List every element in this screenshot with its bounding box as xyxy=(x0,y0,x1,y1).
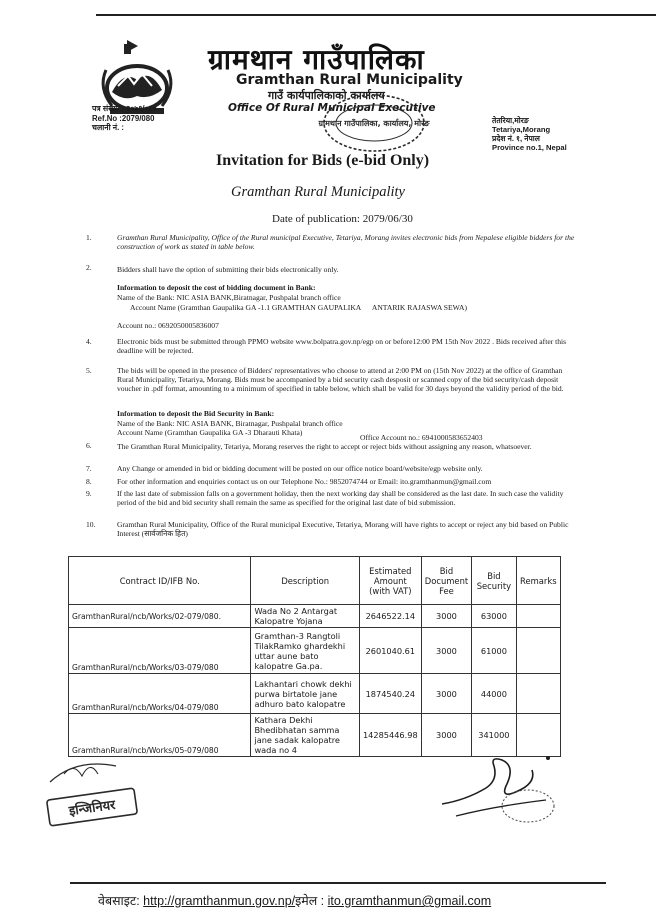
cell-contract-id: GramthanRural/ncb/Works/05-079/080 xyxy=(69,714,251,757)
header-estimated-amount: Estimated Amount (with VAT) xyxy=(359,557,421,605)
notice-subtitle: Gramthan Rural Municipality xyxy=(231,184,405,200)
table-row xyxy=(69,674,561,714)
ref-line: चलानी नं. : xyxy=(92,123,125,132)
ref-line: Ref.No :2079/080 xyxy=(92,113,155,123)
municipality-title-nepali: ग्रामथान गाउँपालिका xyxy=(208,43,425,76)
clause-text: The bids will be opened in the presence of Bidders' representatives who choose to attend at 2:00 PM on (15th Nov 2022) at the office of Gramthan Rural Municipality, Tetariya, Morang. Bids must be accompanied by a bid security cash desposit or scanned copy of the bid security/cash deposit voucher in .pdf format, amounting to a minimum of specified in table below, which shall be valid for 30 days beyond the validity period of the bid. xyxy=(117,366,564,394)
notice-title: Invitation for Bids (e-bid Only) xyxy=(216,152,430,169)
footer-email-label: इमेल : xyxy=(295,894,325,908)
top-rule xyxy=(96,14,656,16)
security-bank-name: Name of the Bank: NIC ASIA BANK, Biratnagar, Pushpalal branch office xyxy=(117,419,343,428)
cell-remarks xyxy=(516,628,560,674)
cell-remarks xyxy=(516,674,560,714)
table-row xyxy=(69,628,561,674)
cell-doc-fee: 3000 xyxy=(421,605,471,628)
clause-text: Gramthan Rural Municipality, Office of the Rural municipal Executive, Tetariya, Morang will have rights to accept or reject any bid based on Public Interest (सार्वजनिक हित) xyxy=(117,520,569,539)
header-document-fee: Bid Document Fee xyxy=(421,557,471,605)
clause-number: 9. xyxy=(86,489,92,498)
account-name: Account Name (Gramthan Gaupalika GA -1.1 GRAMTHAN GAUPALIKA ANTARIK RAJASWA SEWA) xyxy=(130,303,467,312)
cell-amount: 14285446.98 xyxy=(359,714,421,757)
bids-table xyxy=(68,556,561,757)
office-stamp-text: ग्रामथान गाउँपालिका, कार्यालय, मोरङ xyxy=(318,119,430,128)
engineer-stamp-text: इन्जिनियर xyxy=(68,797,117,820)
municipality-title-english: Gramthan Rural Municipality xyxy=(236,72,463,88)
cell-description: Lakhantari chowk dekhi purwa birtatole jane adhuro bato kalopatre xyxy=(251,674,359,714)
clause-number: 1. xyxy=(86,233,92,242)
province-nepali: प्रदेश नं. १, नेपाल xyxy=(492,134,540,143)
footer-contact xyxy=(98,892,491,909)
cell-security: 63000 xyxy=(472,605,516,628)
clause-text: If the last date of submission falls on a government holiday, then the next working day shall be considered as the last date. In such case the validity period of the bid and bid security shall remain the same as specified for the original last date of bid submission. xyxy=(117,489,564,508)
office-title-english: Office Of Rural Municipal Executive xyxy=(228,102,436,114)
cell-description: Gramthan-3 Rangtoli TilakRamko ghardekhi uttar aune bato kalopatre Ga.pa. xyxy=(251,628,359,674)
province-english: Province no.1, Nepal xyxy=(492,143,567,152)
clause-number: 5. xyxy=(86,366,92,375)
security-account-name: Account Name (Gramthan Gaupalika GA -3 Dharauti Khata) xyxy=(117,428,303,437)
clause-text: Electronic bids must be submitted through PPMO website www.bolpatra.gov.np/egp on or before12:00 PM 15th Nov 2022 . Bids received after this deadline will be rejected. xyxy=(117,337,567,356)
header-remarks: Remarks xyxy=(516,557,560,605)
clause-text: Bidders shall have the option of submitting their bids electronically only. xyxy=(117,265,339,274)
footer-rule xyxy=(70,882,606,884)
cell-amount: 2601040.61 xyxy=(359,628,421,674)
cell-security: 61000 xyxy=(472,628,516,674)
footer-website-link[interactable]: http://gramthanmun.gov.np/ xyxy=(143,894,296,908)
clause-text: For other information and enquiries contact us on our Telephone No.: 9852074744 or Email: ito.gramthanmun@gmail.com xyxy=(117,477,492,486)
address-english: Tetariya,Morang xyxy=(492,125,551,134)
header-description: Description xyxy=(251,557,359,605)
clause-number: 10. xyxy=(86,520,96,529)
ref-line: पत्र संख्या : २०७९/०८० xyxy=(92,104,157,113)
cell-doc-fee: 3000 xyxy=(421,628,471,674)
cell-contract-id: GramthanRural/ncb/Works/03-079/080 xyxy=(69,628,251,674)
cell-doc-fee: 3000 xyxy=(421,674,471,714)
office-title-nepali: गाउँ कार्यपालिकाको कार्यालय xyxy=(268,89,385,102)
ref-block xyxy=(92,104,157,133)
address-nepali: तेतरिया,मोरङ xyxy=(492,116,529,125)
cell-description: Wada No 2 Antargat Kalopatre Yojana xyxy=(251,605,359,628)
cell-amount: 2646522.14 xyxy=(359,605,421,628)
clause-number: 8. xyxy=(86,477,92,486)
cell-description: Kathara Dekhi Bhedibhatan samma jane sadak kalopatre wada no 4 xyxy=(251,714,359,757)
engineer-stamp xyxy=(36,752,146,832)
header-contract-id: Contract ID/IFB No. xyxy=(69,557,251,605)
footer-website-label: वेबसाइट: xyxy=(98,894,140,908)
cell-doc-fee: 3000 xyxy=(421,714,471,757)
clause-number: 4. xyxy=(86,337,92,346)
clause-number: 7. xyxy=(86,464,92,473)
cell-contract-id: GramthanRural/ncb/Works/02-079/080. xyxy=(69,605,251,628)
table-row xyxy=(69,605,561,628)
table-header-row xyxy=(69,557,561,605)
cell-security: 44000 xyxy=(472,674,516,714)
clause-number: 2. xyxy=(86,263,92,272)
clause-text: Gramthan Rural Municipality, Office of the Rural municipal Executive, Tetariya, Morang invites electronic bids from Nepalese eligible bidders for the construction of work as stated in table below. xyxy=(117,233,575,252)
address-block xyxy=(492,116,567,152)
security-account-number: Office Account no.: 6941000583652403 xyxy=(360,433,483,442)
cell-contract-id: GramthanRural/ncb/Works/04-079/080 xyxy=(69,674,251,714)
cell-security: 341000 xyxy=(472,714,516,757)
footer-email-link[interactable]: ito.gramthanmun@gmail.com xyxy=(327,894,492,908)
bank-info-heading: Information to deposit the cost of bidding document in Bank: xyxy=(117,283,316,292)
cell-remarks xyxy=(516,605,560,628)
header-bid-security: Bid Security xyxy=(472,557,516,605)
clause-text: Any Change or amended in bid or bidding document will be posted on our office notice board/website/egp website only. xyxy=(117,464,483,473)
signature-right xyxy=(436,744,566,834)
bank-name: Name of the Bank: NIC ASIA BANK,Biratnagar, Pushpalal branch office xyxy=(117,293,341,302)
security-info-heading: Information to deposit the Bid Security in Bank: xyxy=(117,409,275,418)
clause-text: The Gramthan Rural Municipality, Tetariya, Morang reserves the right to accept or reject bids without assigning any reason, whatsoever. xyxy=(117,442,532,451)
account-number: Account no.: 0692050005836007 xyxy=(117,321,219,330)
clause-number: 6. xyxy=(86,441,92,450)
office-stamp xyxy=(316,88,432,158)
cell-amount: 1874540.24 xyxy=(359,674,421,714)
publication-date: Date of publication: 2079/06/30 xyxy=(272,213,413,225)
